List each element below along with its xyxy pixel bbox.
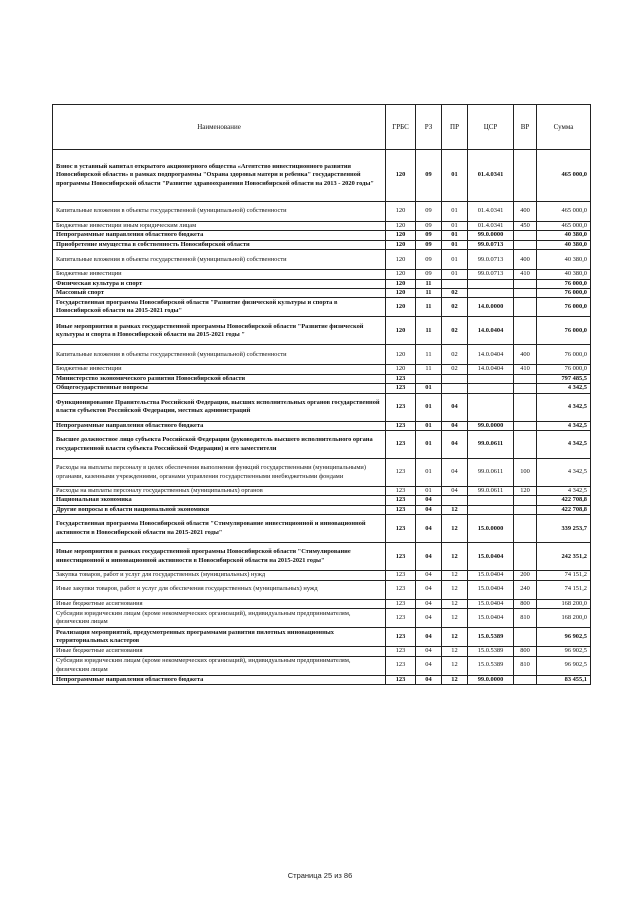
cell-grbs: 123 <box>386 487 416 496</box>
cell-csr: 99.0.0713 <box>468 240 514 249</box>
cell-rz: 11 <box>416 289 442 298</box>
cell-vr <box>514 289 537 298</box>
cell-sum: 83 455,1 <box>537 675 591 684</box>
cell-vr: 400 <box>514 250 537 270</box>
column-header-vr: ВР <box>514 105 537 150</box>
cell-name: Иные закупки товаров, работ и услуг для обеспечения государственных (муниципальных) нужд <box>53 580 386 599</box>
cell-csr: 15.0.5389 <box>468 656 514 675</box>
cell-pr: 01 <box>442 202 468 222</box>
cell-csr: 99.0.0713 <box>468 270 514 279</box>
cell-grbs: 123 <box>386 628 416 647</box>
cell-sum: 339 253,7 <box>537 515 591 543</box>
table-row <box>53 571 591 580</box>
cell-vr <box>514 317 537 345</box>
cell-sum: 4 342,5 <box>537 393 591 421</box>
cell-grbs: 123 <box>386 393 416 421</box>
cell-name: Капитальные вложения в объекты государственной (муниципальной) собственности <box>53 345 386 365</box>
cell-pr: 01 <box>442 250 468 270</box>
cell-grbs: 120 <box>386 289 416 298</box>
cell-vr: 400 <box>514 202 537 222</box>
cell-rz: 09 <box>416 222 442 231</box>
cell-vr: 200 <box>514 571 537 580</box>
cell-sum: 797 485,5 <box>537 374 591 383</box>
cell-grbs: 123 <box>386 609 416 628</box>
cell-name: Реализация мероприятий, предусмотренных программами развития пилотных инновационных территориальных кластеров <box>53 628 386 647</box>
cell-vr <box>514 374 537 383</box>
cell-vr: 240 <box>514 580 537 599</box>
cell-rz: 11 <box>416 365 442 374</box>
cell-grbs: 120 <box>386 202 416 222</box>
cell-grbs: 120 <box>386 317 416 345</box>
column-header-sum: Сумма <box>537 105 591 150</box>
table-header-row <box>53 105 591 150</box>
cell-pr: 12 <box>442 628 468 647</box>
cell-sum: 4 342,5 <box>537 431 591 459</box>
cell-pr: 12 <box>442 515 468 543</box>
cell-csr: 15.0.0404 <box>468 543 514 571</box>
cell-rz: 09 <box>416 231 442 240</box>
cell-rz: 04 <box>416 505 442 514</box>
cell-rz: 04 <box>416 543 442 571</box>
cell-pr: 04 <box>442 487 468 496</box>
cell-csr: 15.0.5389 <box>468 647 514 656</box>
cell-rz: 04 <box>416 656 442 675</box>
cell-csr: 15.0.0404 <box>468 580 514 599</box>
cell-rz: 01 <box>416 421 442 430</box>
column-header-name: Наименование <box>53 105 386 150</box>
cell-pr: 01 <box>442 231 468 240</box>
cell-rz: 09 <box>416 202 442 222</box>
cell-sum: 465 000,0 <box>537 222 591 231</box>
cell-sum: 40 380,0 <box>537 240 591 249</box>
column-header-csr: ЦСР <box>468 105 514 150</box>
cell-vr: 410 <box>514 365 537 374</box>
column-header-pr: ПР <box>442 105 468 150</box>
cell-grbs: 123 <box>386 515 416 543</box>
cell-pr: 12 <box>442 543 468 571</box>
cell-pr: 04 <box>442 421 468 430</box>
cell-sum: 422 708,8 <box>537 505 591 514</box>
cell-grbs: 123 <box>386 543 416 571</box>
table-row <box>53 202 591 222</box>
cell-sum: 96 902,5 <box>537 656 591 675</box>
cell-csr: 99.0.0611 <box>468 487 514 496</box>
table-row <box>53 628 591 647</box>
cell-rz: 01 <box>416 393 442 421</box>
cell-vr: 810 <box>514 609 537 628</box>
cell-pr: 01 <box>442 150 468 202</box>
cell-rz: 01 <box>416 459 442 487</box>
cell-pr: 12 <box>442 580 468 599</box>
cell-sum: 4 342,5 <box>537 487 591 496</box>
cell-vr <box>514 150 537 202</box>
cell-csr <box>468 289 514 298</box>
cell-vr <box>514 496 537 505</box>
cell-rz <box>416 374 442 383</box>
cell-pr: 04 <box>442 431 468 459</box>
cell-pr: 01 <box>442 240 468 249</box>
table-row <box>53 496 591 505</box>
cell-csr: 99.0.0000 <box>468 675 514 684</box>
cell-sum: 465 000,0 <box>537 150 591 202</box>
cell-pr: 02 <box>442 317 468 345</box>
cell-rz: 11 <box>416 298 442 317</box>
cell-pr: 04 <box>442 459 468 487</box>
cell-grbs: 123 <box>386 599 416 608</box>
table-row <box>53 393 591 421</box>
cell-csr: 14.0.0404 <box>468 317 514 345</box>
cell-name: Высшее должностное лицо субъекта Российской Федерации (руководитель высшего исполнительного органа государственной власти субъекта Российской Федерации) и его заместители <box>53 431 386 459</box>
cell-name: Физическая культура и спорт <box>53 279 386 288</box>
table-row <box>53 384 591 393</box>
cell-vr: 450 <box>514 222 537 231</box>
cell-vr: 400 <box>514 345 537 365</box>
table-row <box>53 317 591 345</box>
cell-csr: 14.0.0404 <box>468 345 514 365</box>
cell-csr <box>468 505 514 514</box>
cell-name: Национальная экономика <box>53 496 386 505</box>
cell-vr <box>514 231 537 240</box>
cell-vr <box>514 421 537 430</box>
cell-vr: 100 <box>514 459 537 487</box>
cell-pr <box>442 374 468 383</box>
cell-rz: 11 <box>416 279 442 288</box>
cell-pr: 02 <box>442 345 468 365</box>
cell-name: Закупка товаров, работ и услуг для государственных (муниципальных) нужд <box>53 571 386 580</box>
cell-name: Субсидии юридическим лицам (кроме некоммерческих организаций), индивидуальным предпринимателям, физическим лицам <box>53 656 386 675</box>
cell-csr: 01.4.0341 <box>468 150 514 202</box>
cell-name: Капитальные вложения в объекты государственной (муниципальной) собственности <box>53 250 386 270</box>
cell-grbs: 123 <box>386 656 416 675</box>
cell-vr <box>514 393 537 421</box>
cell-name: Иные мероприятия в рамках государственной программы Новосибирской области "Развитие физической культуры и спорта в Новосибирской области на 2015-2021 годы " <box>53 317 386 345</box>
cell-vr <box>514 431 537 459</box>
cell-name: Субсидии юридическим лицам (кроме некоммерческих организаций), индивидуальным предпринимателям, физическим лицам <box>53 609 386 628</box>
cell-grbs: 123 <box>386 505 416 514</box>
cell-name: Непрограммные направления областного бюджета <box>53 231 386 240</box>
cell-rz: 11 <box>416 317 442 345</box>
table-row <box>53 487 591 496</box>
table-row <box>53 505 591 514</box>
cell-csr: 01.4.0341 <box>468 202 514 222</box>
cell-sum: 74 151,2 <box>537 580 591 599</box>
table-row <box>53 515 591 543</box>
cell-vr: 800 <box>514 647 537 656</box>
cell-rz: 01 <box>416 384 442 393</box>
cell-vr <box>514 298 537 317</box>
cell-name: Функционирование Правительства Российской Федерации, высших исполнительных органов государственной власти субъектов Российской Федерации, местных администраций <box>53 393 386 421</box>
cell-rz: 04 <box>416 647 442 656</box>
cell-vr: 410 <box>514 270 537 279</box>
table-row <box>53 459 591 487</box>
cell-grbs: 120 <box>386 150 416 202</box>
table-row <box>53 289 591 298</box>
cell-pr: 12 <box>442 647 468 656</box>
budget-table <box>52 104 591 685</box>
table-row <box>53 421 591 430</box>
table-row <box>53 298 591 317</box>
cell-rz: 04 <box>416 609 442 628</box>
table-row <box>53 270 591 279</box>
cell-pr: 12 <box>442 609 468 628</box>
cell-sum: 96 902,5 <box>537 647 591 656</box>
cell-rz: 04 <box>416 496 442 505</box>
cell-pr: 12 <box>442 505 468 514</box>
cell-csr <box>468 393 514 421</box>
cell-grbs: 120 <box>386 345 416 365</box>
cell-name: Другие вопросы в области национальной экономики <box>53 505 386 514</box>
cell-vr: 810 <box>514 656 537 675</box>
cell-rz: 04 <box>416 599 442 608</box>
cell-pr: 01 <box>442 222 468 231</box>
table-row <box>53 609 591 628</box>
cell-name: Общегосударственные вопросы <box>53 384 386 393</box>
cell-sum: 168 200,0 <box>537 609 591 628</box>
table-row <box>53 580 591 599</box>
cell-csr: 14.0.0000 <box>468 298 514 317</box>
cell-name: Иные бюджетные ассигнования <box>53 647 386 656</box>
cell-grbs: 123 <box>386 459 416 487</box>
cell-vr <box>514 543 537 571</box>
cell-name: Министерство экономического развития Новосибирской области <box>53 374 386 383</box>
cell-vr <box>514 505 537 514</box>
cell-rz: 04 <box>416 628 442 647</box>
cell-name: Бюджетные инвестиции иным юридическим лицам <box>53 222 386 231</box>
cell-sum: 76 000,0 <box>537 289 591 298</box>
cell-name: Иные бюджетные ассигнования <box>53 599 386 608</box>
cell-sum: 40 380,0 <box>537 250 591 270</box>
cell-sum: 74 151,2 <box>537 571 591 580</box>
table-row <box>53 656 591 675</box>
cell-vr <box>514 384 537 393</box>
cell-rz: 04 <box>416 675 442 684</box>
cell-grbs: 120 <box>386 222 416 231</box>
cell-grbs: 123 <box>386 384 416 393</box>
table-row <box>53 345 591 365</box>
cell-vr: 120 <box>514 487 537 496</box>
cell-sum: 76 000,0 <box>537 317 591 345</box>
cell-rz: 01 <box>416 487 442 496</box>
cell-sum: 96 902,5 <box>537 628 591 647</box>
cell-csr: 15.0.0000 <box>468 515 514 543</box>
cell-name: Приобретение имущества в собственность Новосибирской области <box>53 240 386 249</box>
cell-csr: 15.0.0404 <box>468 571 514 580</box>
cell-vr <box>514 240 537 249</box>
cell-name: Расходы на выплаты персоналу государственных (муниципальных) органов <box>53 487 386 496</box>
cell-name: Взнос в уставный капитал открытого акционерного общества «Агентство инвестиционного развития Новосибирской области» в рамках подпрограммы "Охрана здоровья матери и ребенка" государственной программы Новосибирской области "Развитие здравоохранения Новосибирской области на 2013 - 2020 годы" <box>53 150 386 202</box>
cell-grbs: 123 <box>386 431 416 459</box>
cell-grbs: 120 <box>386 250 416 270</box>
table-row <box>53 647 591 656</box>
cell-csr: 15.0.5389 <box>468 628 514 647</box>
table-row <box>53 222 591 231</box>
cell-name: Капитальные вложения в объекты государственной (муниципальной) собственности <box>53 202 386 222</box>
cell-csr: 01.4.0341 <box>468 222 514 231</box>
cell-sum: 76 000,0 <box>537 279 591 288</box>
cell-rz: 04 <box>416 515 442 543</box>
cell-rz: 09 <box>416 150 442 202</box>
cell-pr: 12 <box>442 656 468 675</box>
cell-grbs: 123 <box>386 571 416 580</box>
cell-sum: 4 342,5 <box>537 459 591 487</box>
cell-name: Непрограммные направления областного бюджета <box>53 421 386 430</box>
table-row <box>53 543 591 571</box>
cell-csr: 14.0.0404 <box>468 365 514 374</box>
cell-sum: 40 380,0 <box>537 231 591 240</box>
cell-grbs: 123 <box>386 374 416 383</box>
table-row <box>53 374 591 383</box>
cell-sum: 422 708,8 <box>537 496 591 505</box>
cell-pr: 12 <box>442 599 468 608</box>
cell-grbs: 120 <box>386 231 416 240</box>
cell-csr <box>468 384 514 393</box>
cell-pr: 01 <box>442 270 468 279</box>
cell-sum: 76 000,0 <box>537 298 591 317</box>
cell-csr: 99.0.0611 <box>468 431 514 459</box>
cell-name: Бюджетные инвестиции <box>53 270 386 279</box>
table-row <box>53 365 591 374</box>
cell-sum: 242 351,2 <box>537 543 591 571</box>
cell-pr <box>442 279 468 288</box>
cell-rz: 09 <box>416 250 442 270</box>
cell-csr: 15.0.0404 <box>468 599 514 608</box>
cell-csr: 99.0.0000 <box>468 421 514 430</box>
cell-rz: 09 <box>416 240 442 249</box>
cell-csr: 99.0.0000 <box>468 231 514 240</box>
cell-vr <box>514 628 537 647</box>
table-row <box>53 675 591 684</box>
cell-name: Государственная программа Новосибирской области "Стимулирование инвестиционной и инновационной активности в Новосибирской области на 2015-2021 годы" <box>53 515 386 543</box>
cell-vr <box>514 515 537 543</box>
cell-rz: 11 <box>416 345 442 365</box>
cell-name: Расходы на выплаты персоналу в целях обеспечения выполнения функций государственными (муниципальными) органами, казенными учреждениями, органами управления государственными внебюджетными фондами <box>53 459 386 487</box>
cell-csr: 99.0.0713 <box>468 250 514 270</box>
cell-pr <box>442 496 468 505</box>
cell-sum: 76 000,0 <box>537 345 591 365</box>
cell-grbs: 120 <box>386 279 416 288</box>
cell-rz: 04 <box>416 580 442 599</box>
cell-sum: 4 342,5 <box>537 421 591 430</box>
table-row <box>53 599 591 608</box>
cell-grbs: 120 <box>386 365 416 374</box>
cell-name: Иные мероприятия в рамках государственной программы Новосибирской области "Стимулирование инвестиционной и инновационной активности в Новосибирской области на 2015-2021 годы" <box>53 543 386 571</box>
cell-pr: 02 <box>442 298 468 317</box>
cell-csr <box>468 374 514 383</box>
cell-vr <box>514 675 537 684</box>
cell-rz: 04 <box>416 571 442 580</box>
cell-rz: 09 <box>416 270 442 279</box>
cell-name: Государственная программа Новосибирской области "Развитие физической культуры и спорта в Новосибирской области на 2015-2021 годы" <box>53 298 386 317</box>
cell-csr <box>468 279 514 288</box>
table-row <box>53 150 591 202</box>
cell-pr: 12 <box>442 571 468 580</box>
cell-name: Бюджетные инвестиции <box>53 365 386 374</box>
cell-csr <box>468 496 514 505</box>
cell-pr: 12 <box>442 675 468 684</box>
cell-grbs: 120 <box>386 298 416 317</box>
cell-sum: 76 000,0 <box>537 365 591 374</box>
column-header-grbs: ГРБС <box>386 105 416 150</box>
cell-name: Массовый спорт <box>53 289 386 298</box>
cell-vr: 800 <box>514 599 537 608</box>
table-row <box>53 431 591 459</box>
table-row <box>53 231 591 240</box>
page-number: Страница 25 из 86 <box>287 871 353 880</box>
cell-grbs: 120 <box>386 270 416 279</box>
cell-rz: 01 <box>416 431 442 459</box>
cell-sum: 40 380,0 <box>537 270 591 279</box>
cell-name: Непрограммные направления областного бюджета <box>53 675 386 684</box>
cell-pr <box>442 384 468 393</box>
cell-sum: 465 000,0 <box>537 202 591 222</box>
cell-pr: 02 <box>442 289 468 298</box>
cell-vr <box>514 279 537 288</box>
column-header-rz: РЗ <box>416 105 442 150</box>
table-row <box>53 279 591 288</box>
cell-grbs: 123 <box>386 647 416 656</box>
cell-grbs: 120 <box>386 240 416 249</box>
table-row <box>53 250 591 270</box>
cell-csr: 99.0.0611 <box>468 459 514 487</box>
cell-grbs: 123 <box>386 496 416 505</box>
cell-sum: 4 342,5 <box>537 384 591 393</box>
cell-csr: 15.0.0404 <box>468 609 514 628</box>
cell-grbs: 123 <box>386 421 416 430</box>
table-row <box>53 240 591 249</box>
cell-grbs: 123 <box>386 580 416 599</box>
cell-sum: 168 200,0 <box>537 599 591 608</box>
table-body <box>53 150 591 685</box>
cell-pr: 02 <box>442 365 468 374</box>
cell-grbs: 123 <box>386 675 416 684</box>
cell-pr: 04 <box>442 393 468 421</box>
